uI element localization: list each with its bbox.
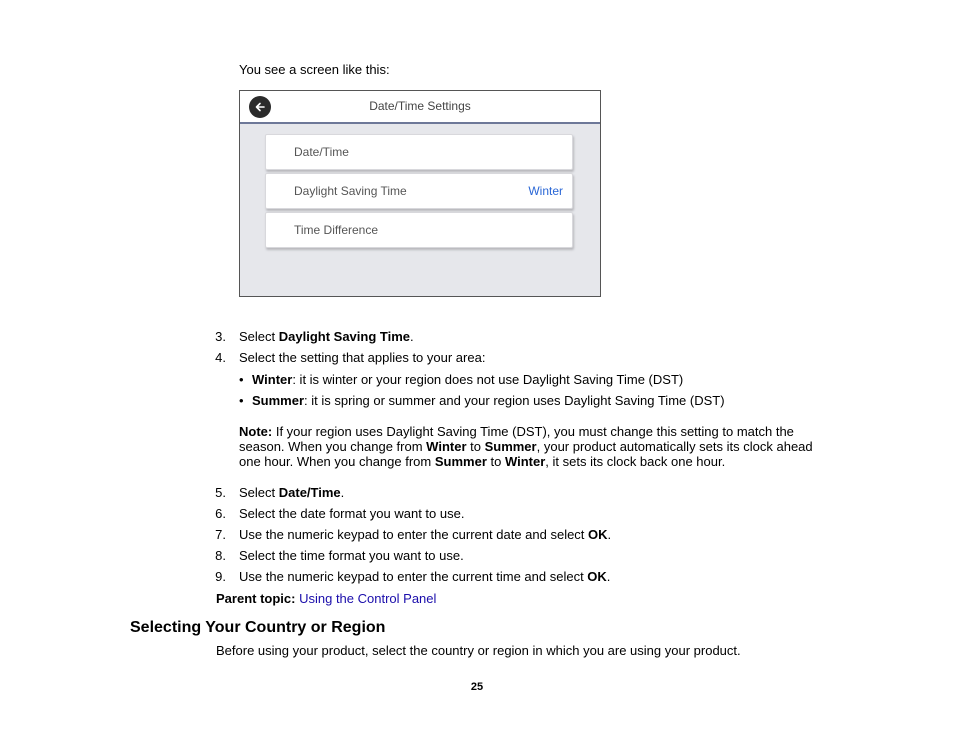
step-text: Use the numeric keypad to enter the current time and select OK. xyxy=(239,569,611,584)
step-text: Select the setting that applies to your area: xyxy=(239,350,486,365)
menu-item-label: Time Difference xyxy=(294,223,379,237)
step-number: 4. xyxy=(215,350,226,365)
section-heading: Selecting Your Country or Region xyxy=(130,619,386,636)
step-number: 5. xyxy=(215,485,226,500)
intro-text: You see a screen like this: xyxy=(239,62,390,77)
bullet-text: Summer: it is spring or summer and your region uses Daylight Saving Time (DST) xyxy=(252,393,725,408)
step-text: Select the time format you want to use. xyxy=(239,548,464,563)
menu-item-daylight-saving-time[interactable] xyxy=(265,173,573,209)
parent-topic-label: Parent topic: xyxy=(216,591,296,606)
bullet-winter xyxy=(239,372,684,387)
step-number: 7. xyxy=(215,527,226,542)
note-paragraph: Note: If your region uses Daylight Saving Time (DST), you must change this setting to match the season. When you change from Winter to Summer, your product automatically sets its clock ahead one hour. When you change from Summer to Winter, it sets its clock back one hour. xyxy=(239,424,813,469)
step-text: Select Date/Time. xyxy=(239,485,345,500)
date-time-settings-screen xyxy=(239,90,601,297)
screen-title: Date/Time Settings xyxy=(369,99,471,113)
bullet-summer xyxy=(239,393,725,408)
step-text: Select the date format you want to use. xyxy=(239,506,465,521)
step-text: Use the numeric keypad to enter the current date and select OK. xyxy=(239,527,612,542)
step-number: 8. xyxy=(215,548,226,563)
menu-item-time-difference[interactable] xyxy=(265,212,573,248)
parent-topic-link[interactable]: Using the Control Panel xyxy=(299,591,437,606)
step-text: Select Daylight Saving Time. xyxy=(239,329,414,344)
bullet-dot: • xyxy=(239,372,244,387)
menu-item-label: Date/Time xyxy=(294,145,349,159)
step-number: 3. xyxy=(215,329,226,344)
bullet-dot: • xyxy=(239,393,244,408)
menu-item-date-time[interactable] xyxy=(265,134,573,170)
menu-item-value: Winter xyxy=(528,184,563,198)
step-number: 9. xyxy=(215,569,226,584)
parent-topic xyxy=(216,591,436,606)
menu-item-label: Daylight Saving Time xyxy=(294,184,407,198)
page-number: 25 xyxy=(470,681,484,693)
section-body: Before using your product, select the country or region in which you are using your product. xyxy=(216,643,741,658)
screen-header xyxy=(240,91,600,124)
bullet-text: Winter: it is winter or your region does not use Daylight Saving Time (DST) xyxy=(252,372,684,387)
step-number: 6. xyxy=(215,506,226,521)
